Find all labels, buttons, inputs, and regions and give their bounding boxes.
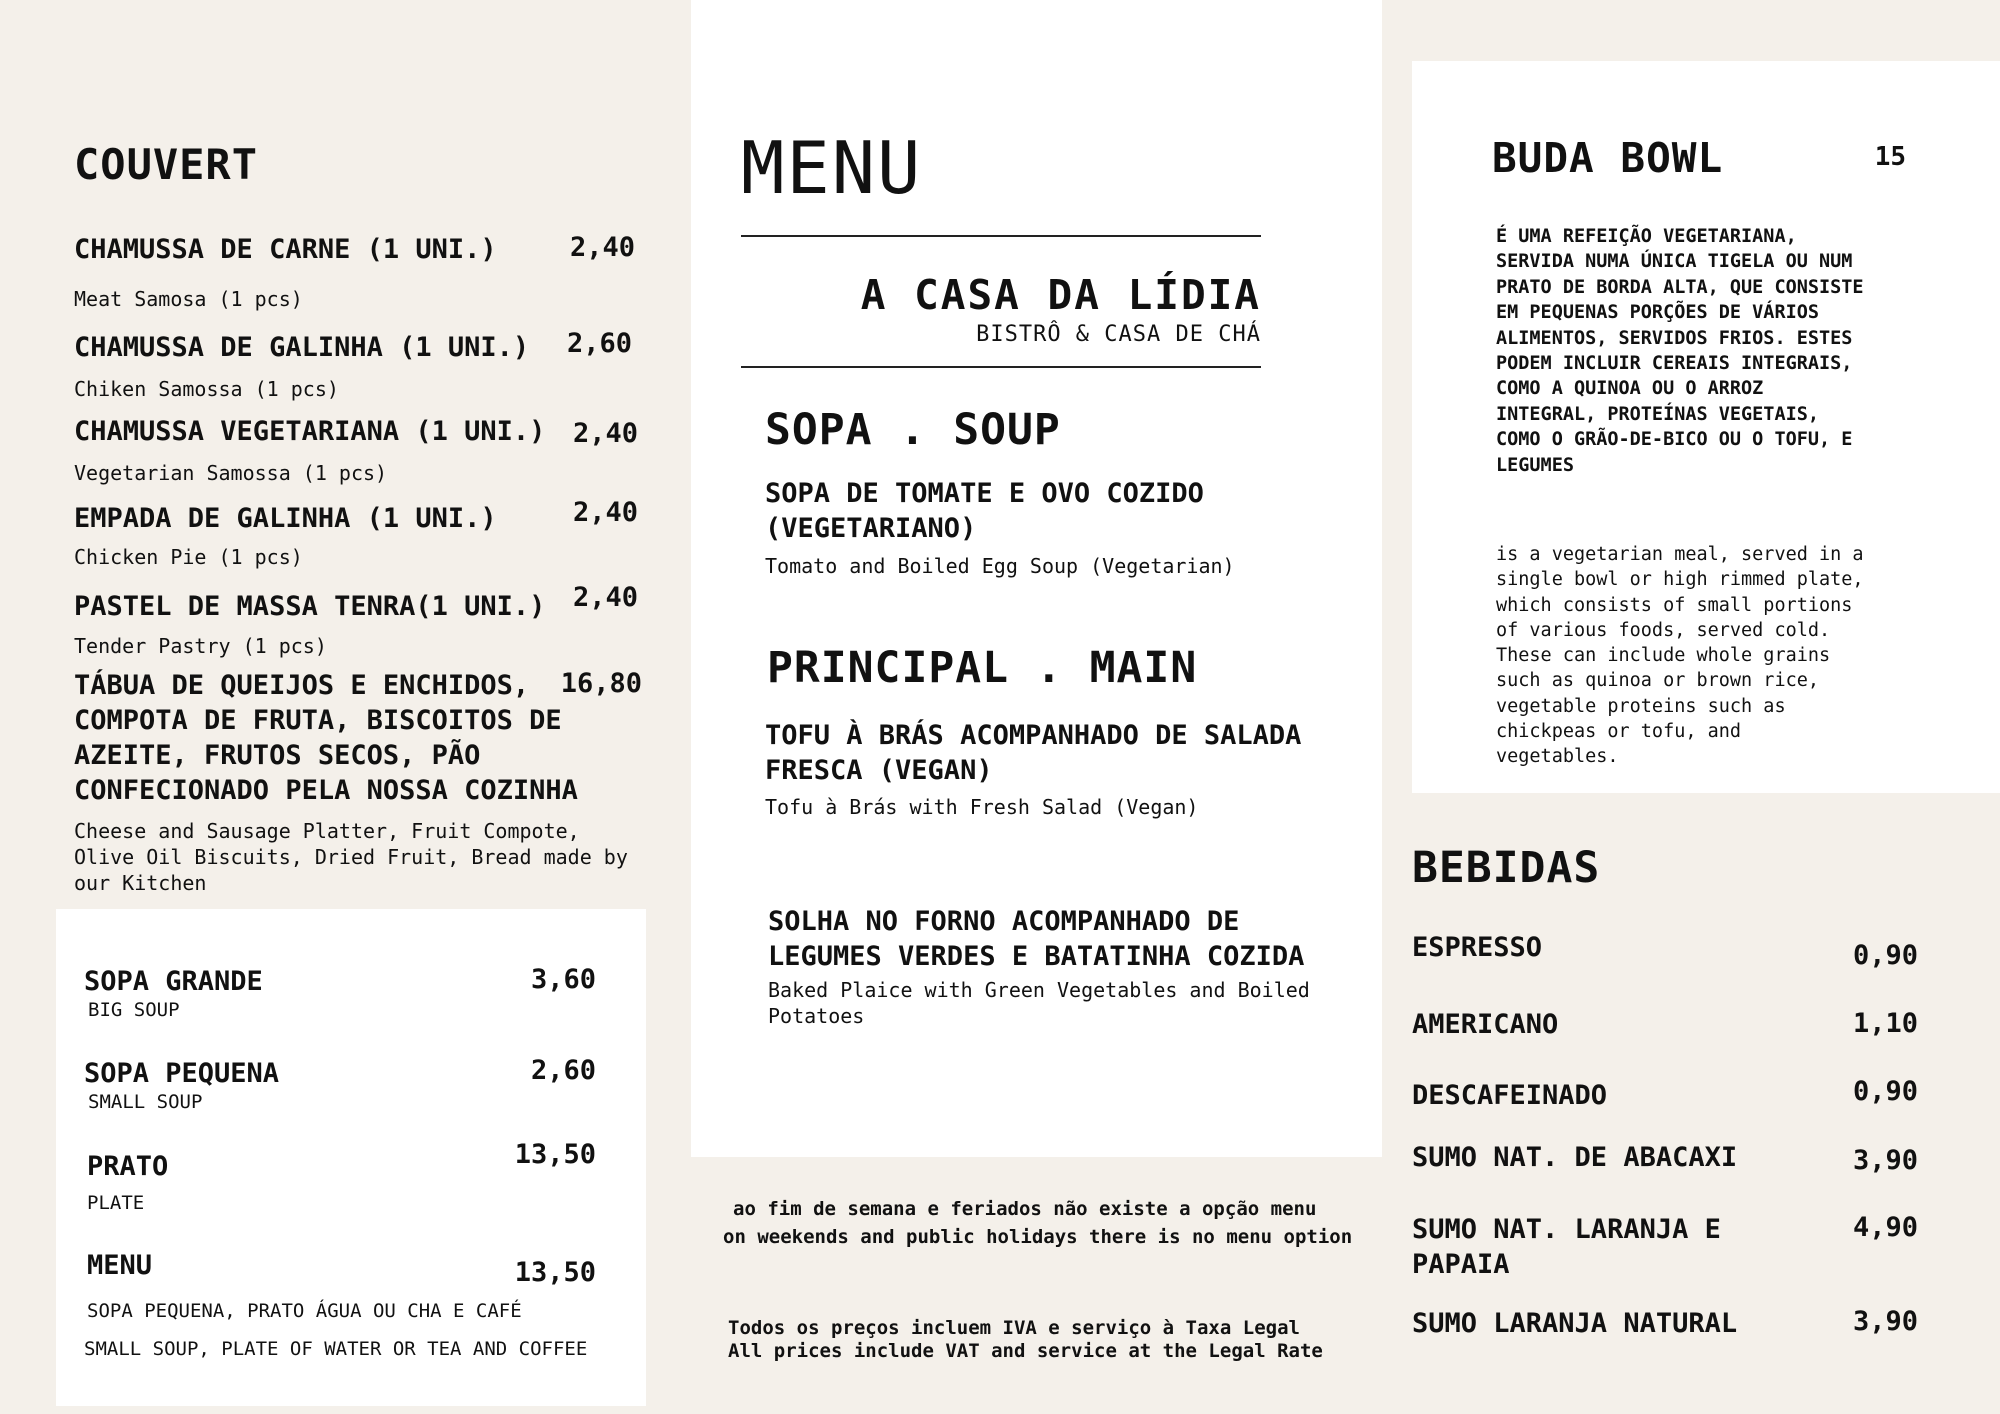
bebidas-item-name: AMERICANO <box>1412 1009 1559 1040</box>
bebidas-item-price: 4,90 <box>1852 1212 1918 1243</box>
couvert-item-desc: Chiken Samossa (1 pcs) <box>74 377 339 401</box>
couvert-item-price: 2,40 <box>572 582 638 613</box>
soup-section-title: SOPA . SOUP <box>765 405 1061 455</box>
buda-title: BUDA BOWL <box>1492 134 1724 182</box>
soup-item-desc: Tomato and Boiled Egg Soup (Vegetarian) <box>765 554 1235 578</box>
vat-note-en: All prices include VAT and service at the Legal Rate <box>728 1340 1323 1362</box>
soups-panel <box>56 909 646 1406</box>
couvert-item-price: 2,60 <box>566 328 632 359</box>
restaurant-name: A CASA DA LÍDIA <box>860 271 1261 319</box>
bebidas-item-name: SUMO LARANJA NATURAL <box>1412 1308 1738 1339</box>
soups-item-name: SOPA GRANDE <box>84 966 263 997</box>
main-item-desc: Baked Plaice with Green Vegetables and Boiled Potatoes <box>768 978 1310 1028</box>
bebidas-item-name: DESCAFEINADO <box>1412 1080 1608 1111</box>
vat-note-pt: Todos os preços incluem IVA e serviço à Taxa Legal <box>728 1317 1300 1339</box>
couvert-item-price: 2,40 <box>569 232 635 263</box>
couvert-item-desc: Tender Pastry (1 pcs) <box>74 634 327 658</box>
buda-panel <box>1412 61 2000 793</box>
divider <box>741 366 1261 368</box>
bebidas-item-name: ESPRESSO <box>1412 932 1543 963</box>
soups-item-name: SOPA PEQUENA <box>84 1058 280 1089</box>
bebidas-title: BEBIDAS <box>1412 843 1601 893</box>
soups-item-desc: BIG SOUP <box>88 999 180 1021</box>
couvert-item-desc: Vegetarian Samossa (1 pcs) <box>74 461 388 485</box>
bebidas-item-price: 0,90 <box>1852 1076 1918 1107</box>
menu-panel <box>691 0 1382 1157</box>
weekend-note-pt: ao fim de semana e feriados não existe a opção menu <box>733 1198 1317 1220</box>
main-item-name: TOFU À BRÁS ACOMPANHADO DE SALADA FRESCA (VEGAN) <box>765 720 1302 786</box>
main-item-name: SOLHA NO FORNO ACOMPANHADO DE LEGUMES VERDES E BATATINHA COZIDA <box>768 906 1305 972</box>
couvert-item-name: CHAMUSSA VEGETARIANA (1 UNI.) <box>74 416 546 447</box>
main-section-title: PRINCIPAL . MAIN <box>767 643 1198 693</box>
soups-item-desc: SMALL SOUP <box>88 1091 203 1113</box>
couvert-item-price: 2,40 <box>572 497 638 528</box>
couvert-item-desc: Cheese and Sausage Platter, Fruit Compote, Olive Oil Biscuits, Dried Fruit, Bread made by our Kitchen <box>74 819 628 895</box>
bebidas-item-price: 3,90 <box>1852 1306 1918 1337</box>
soups-item-price: 13,50 <box>514 1139 596 1170</box>
soups-item-name: PRATO <box>87 1151 169 1182</box>
buda-price: 15 <box>1874 142 1906 172</box>
soups-item-price: 13,50 <box>514 1257 596 1288</box>
couvert-item-name: TÁBUA DE QUEIJOS E ENCHIDOS, COMPOTA DE FRUTA, BISCOITOS DE AZEITE, FRUTOS SECOS, PÃO CONFECIONADO PELA NOSSA COZINHA <box>74 670 578 806</box>
soups-item-name: MENU <box>87 1250 153 1281</box>
soups-item-desc: SMALL SOUP, PLATE OF WATER OR TEA AND COFFEE <box>84 1338 588 1360</box>
bebidas-item-price: 1,10 <box>1852 1008 1918 1039</box>
bebidas-item-name: SUMO NAT. LARANJA E PAPAIA <box>1412 1214 1721 1280</box>
couvert-item-desc: Meat Samosa (1 pcs) <box>74 287 303 311</box>
restaurant-subtitle: BISTRÔ & CASA DE CHÁ <box>976 322 1261 347</box>
soups-item-price: 3,60 <box>530 964 596 995</box>
buda-desc-pt: É UMA REFEIÇÃO VEGETARIANA, SERVIDA NUMA ÚNICA TIGELA OU NUM PRATO DE BORDA ALTA, QUE CONSISTE EM PEQUENAS PORÇÕES DE VÁRIOS ALIMENTOS, SERVIDOS FRIOS. ESTES PODEM INCLUIR CEREAIS INTEGRAIS, COMO A QUINOA OU O ARROZ INTEGRAL, PROTEÍNAS VEGETAIS, COMO O GRÃO-DE-BICO OU O TOFU, E LEGUMES <box>1496 226 1864 476</box>
bebidas-item-price: 0,90 <box>1852 940 1918 971</box>
soups-item-desc: SOPA PEQUENA, PRATO ÁGUA OU CHA E CAFÉ <box>87 1300 522 1322</box>
couvert-item-price: 2,40 <box>572 418 638 449</box>
divider <box>741 235 1261 237</box>
menu-title: MENU <box>741 126 923 210</box>
couvert-item-desc: Chicken Pie (1 pcs) <box>74 545 303 569</box>
buda-desc-en: is a vegetarian meal, served in a single bowl or high rimmed plate, which consists of small portions of various foods, served cold. These can include whole grains such as quinoa or brown rice, vegetable proteins such as chickpeas or tofu, and vegetables. <box>1496 544 1864 768</box>
soup-item-name: SOPA DE TOMATE E OVO COZIDO (VEGETARIANO) <box>765 478 1204 544</box>
main-item-desc: Tofu à Brás with Fresh Salad (Vegan) <box>765 795 1199 819</box>
couvert-item-name: CHAMUSSA DE CARNE (1 UNI.) <box>74 234 497 265</box>
couvert-item-name: CHAMUSSA DE GALINHA (1 UNI.) <box>74 332 530 363</box>
couvert-title: COUVERT <box>74 140 259 189</box>
couvert-item-price: 16,80 <box>560 668 642 699</box>
couvert-item-name: PASTEL DE MASSA TENRA(1 UNI.) <box>74 591 546 622</box>
soups-item-price: 2,60 <box>530 1055 596 1086</box>
bebidas-item-name: SUMO NAT. DE ABACAXI <box>1412 1142 1738 1173</box>
couvert-item-name: EMPADA DE GALINHA (1 UNI.) <box>74 503 497 534</box>
soups-item-desc: PLATE <box>87 1192 145 1214</box>
weekend-note-en: on weekends and public holidays there is no menu option <box>723 1226 1353 1248</box>
bebidas-item-price: 3,90 <box>1852 1145 1918 1176</box>
